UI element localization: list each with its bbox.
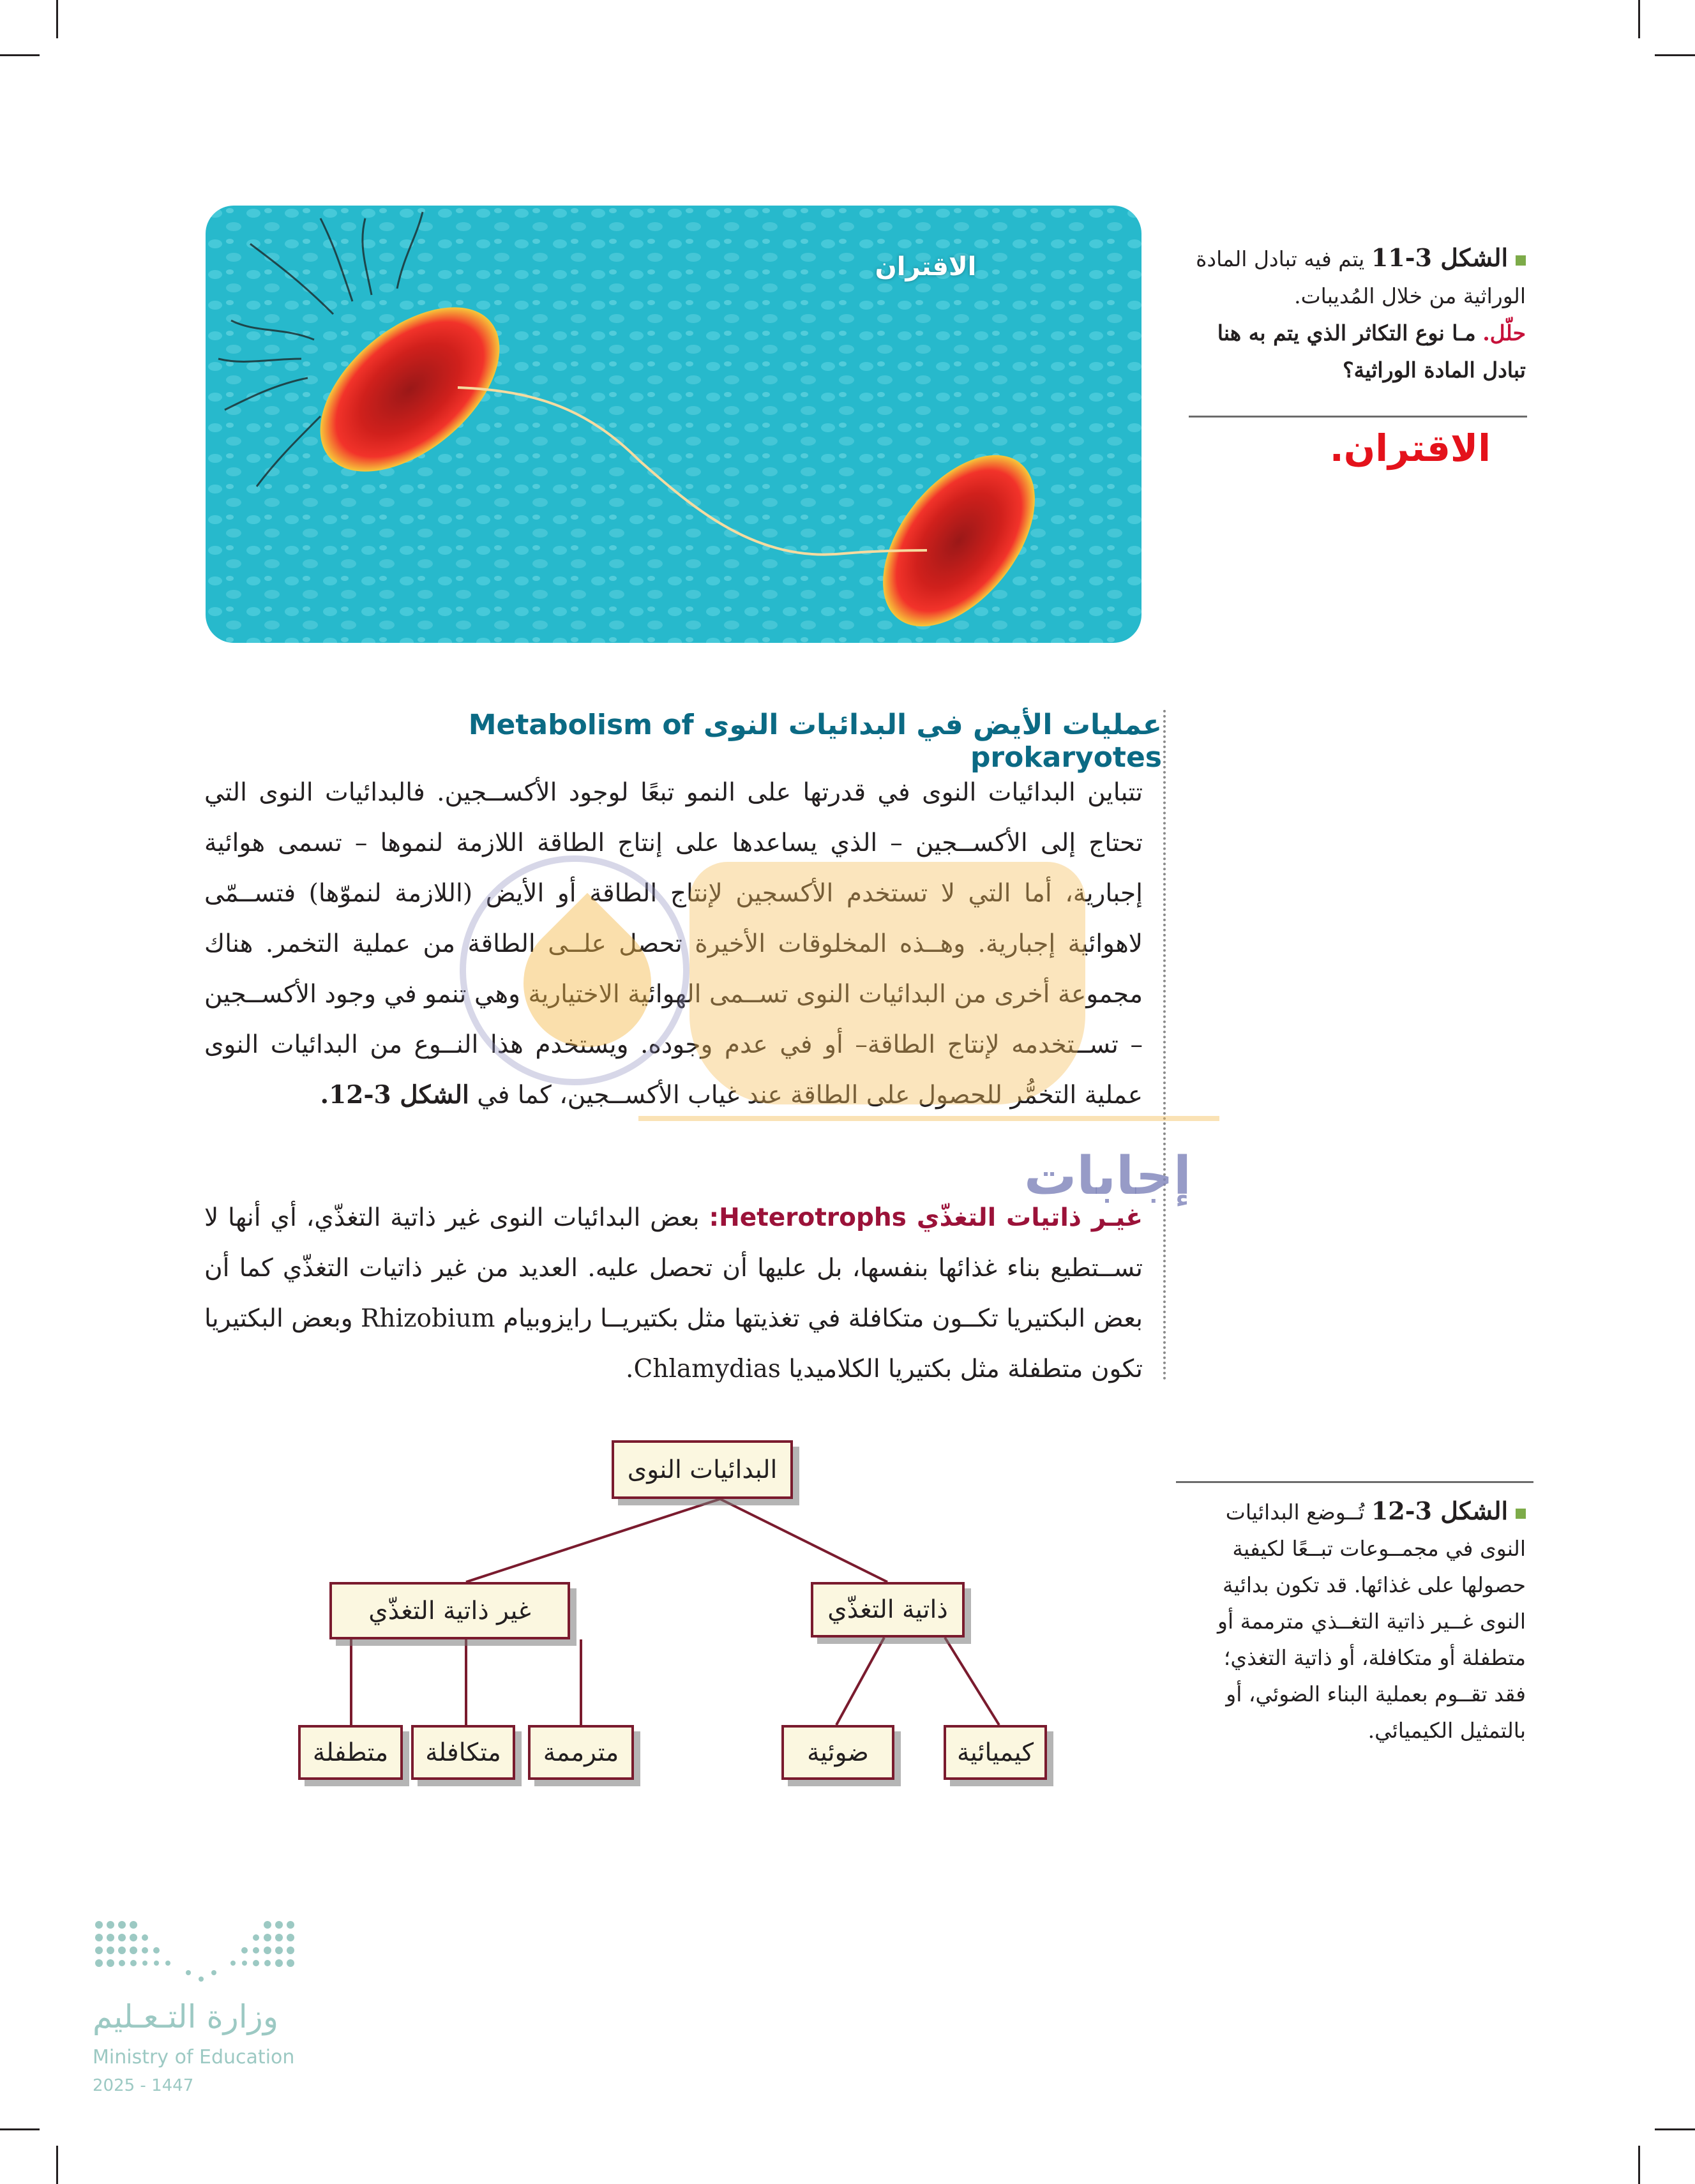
- figure-number: الشكل 3-12: [1371, 1496, 1508, 1525]
- caption-text: تُــوضع البدائيات النوى في مجمــوعات تبــعًا لكيفية حصولها على غذائها. قد تكون بدائية النوى غــير ذاتية التغــذي مترممة أو متطفلة أو متكافلة، أو ذاتية التغذي؛ فقد تقــوم بعملية البناء الضوئي، أو بالتمثيل الكيميائي.: [1217, 1500, 1526, 1743]
- bullet-square-icon: [1516, 1509, 1526, 1519]
- analyze-label: حلّل.: [1482, 320, 1526, 345]
- analyze-question: مـا نوع التكاثر الذي يتم به هنا تبادل المادة الوراثية؟: [1217, 320, 1526, 382]
- node-chemosynthetic: كيميائية: [944, 1725, 1047, 1780]
- node-photosynthetic: ضوئية: [781, 1725, 894, 1780]
- figure-reference: الشكل 3-12.: [320, 1080, 469, 1110]
- crop-mark: [1638, 0, 1640, 38]
- node-mutualistic: متكافلة: [411, 1725, 515, 1780]
- paragraph-2-text: بعض البدائيات النوى غير ذاتية التغذّي، أي أنها لا تســتطيع بناء غذائها بنفسها، بل عليها أن تحصل عليه. العديد من غير ذاتيات التغذّي كما أن بعض البكتيريا تكــون متكافلة في تغذيتها مثل بكتيريــا رايزوبيام Rhizobium وبعض البكتيريا تكون متطفلة مثل بكتيريا الكلاميديا Chlamydias.: [204, 1203, 1143, 1383]
- caption-divider: [1189, 416, 1527, 418]
- photo-label: الاقتران: [875, 252, 977, 282]
- crop-mark: [56, 0, 58, 38]
- column-rule: [1163, 710, 1166, 1380]
- node-autotrophs: ذاتية التغذّي: [811, 1582, 965, 1638]
- watermark-text: إجابات: [1024, 1146, 1191, 1207]
- edition-year: 2025 - 1447: [93, 2076, 194, 2095]
- crop-mark: [56, 2146, 58, 2184]
- figure-3-12-caption: [1194, 1493, 1526, 1749]
- bullet-square-icon: [1516, 255, 1526, 266]
- node-prokaryotes: البدائيات النوى: [612, 1440, 793, 1499]
- node-saprophytic: مترممة: [528, 1725, 634, 1780]
- ministry-logo-icon: [93, 1918, 303, 1989]
- caption-divider: [1176, 1481, 1533, 1483]
- section-heading: عمليات الأيض في البدائيات النوى Metabolism of prokaryotes: [468, 709, 1162, 774]
- paragraph-heterotrophs: [204, 1193, 1143, 1394]
- node-parasitic: متطفلة: [298, 1725, 403, 1780]
- node-heterotrophs: غير ذاتية التغذّي: [329, 1582, 570, 1639]
- crop-mark: [1638, 2146, 1640, 2184]
- crop-mark: [1655, 54, 1695, 56]
- crop-mark: [0, 54, 40, 56]
- caption-text: يتم فيه تبادل المادة الوراثية من خلال المُديبات.: [1196, 246, 1526, 308]
- crop-mark: [0, 2128, 40, 2130]
- answer-text: الاقتران.: [1329, 426, 1491, 470]
- paragraph-1-text: تتباين البدائيات النوى في قدرتها على النمو تبعًا لوجود الأكســجين. فالبدائيات النوى التي تحتاج إلى الأكســجين – الذي يساعدها على إنتاج الطاقة اللازمة لنموها – تسمى هوائية إجبارية، أما التي لا تستخدم الأكسجين لإنتاج الطاقة أو الأيض (اللازمة لنموّها) فتســمّى لاهوائية إجبارية. وهــذه المخلوقات الأخيرة تحصل علــى الطاقة من عملية التخمر. هناك مجموعة أخرى من البدائيات النوى تســمى الهوائية الاختيارية وهي تنمو في وجود الأكســجين – تســتخدمه لإنتاج الطاقة– أو في عدم وجوده. ويستخدم هذا النــوع من البدائيات النوى عملية التخمُّر للحصول على الطاقة عند غياب الأكســجين، كما في: [204, 778, 1143, 1110]
- crop-mark: [1655, 2128, 1695, 2130]
- figure-3-11-caption: [1187, 239, 1526, 389]
- ministry-name-arabic: وزارة التـعـليم: [93, 1998, 278, 2035]
- paragraph-metabolism: [204, 767, 1143, 1120]
- heterotrophs-subheading: غيـر ذاتيات التغذّي Heterotrophs:: [709, 1203, 1143, 1232]
- figure-number: الشكل 3-11: [1371, 243, 1508, 272]
- ministry-name-english: Ministry of Education: [93, 2046, 295, 2068]
